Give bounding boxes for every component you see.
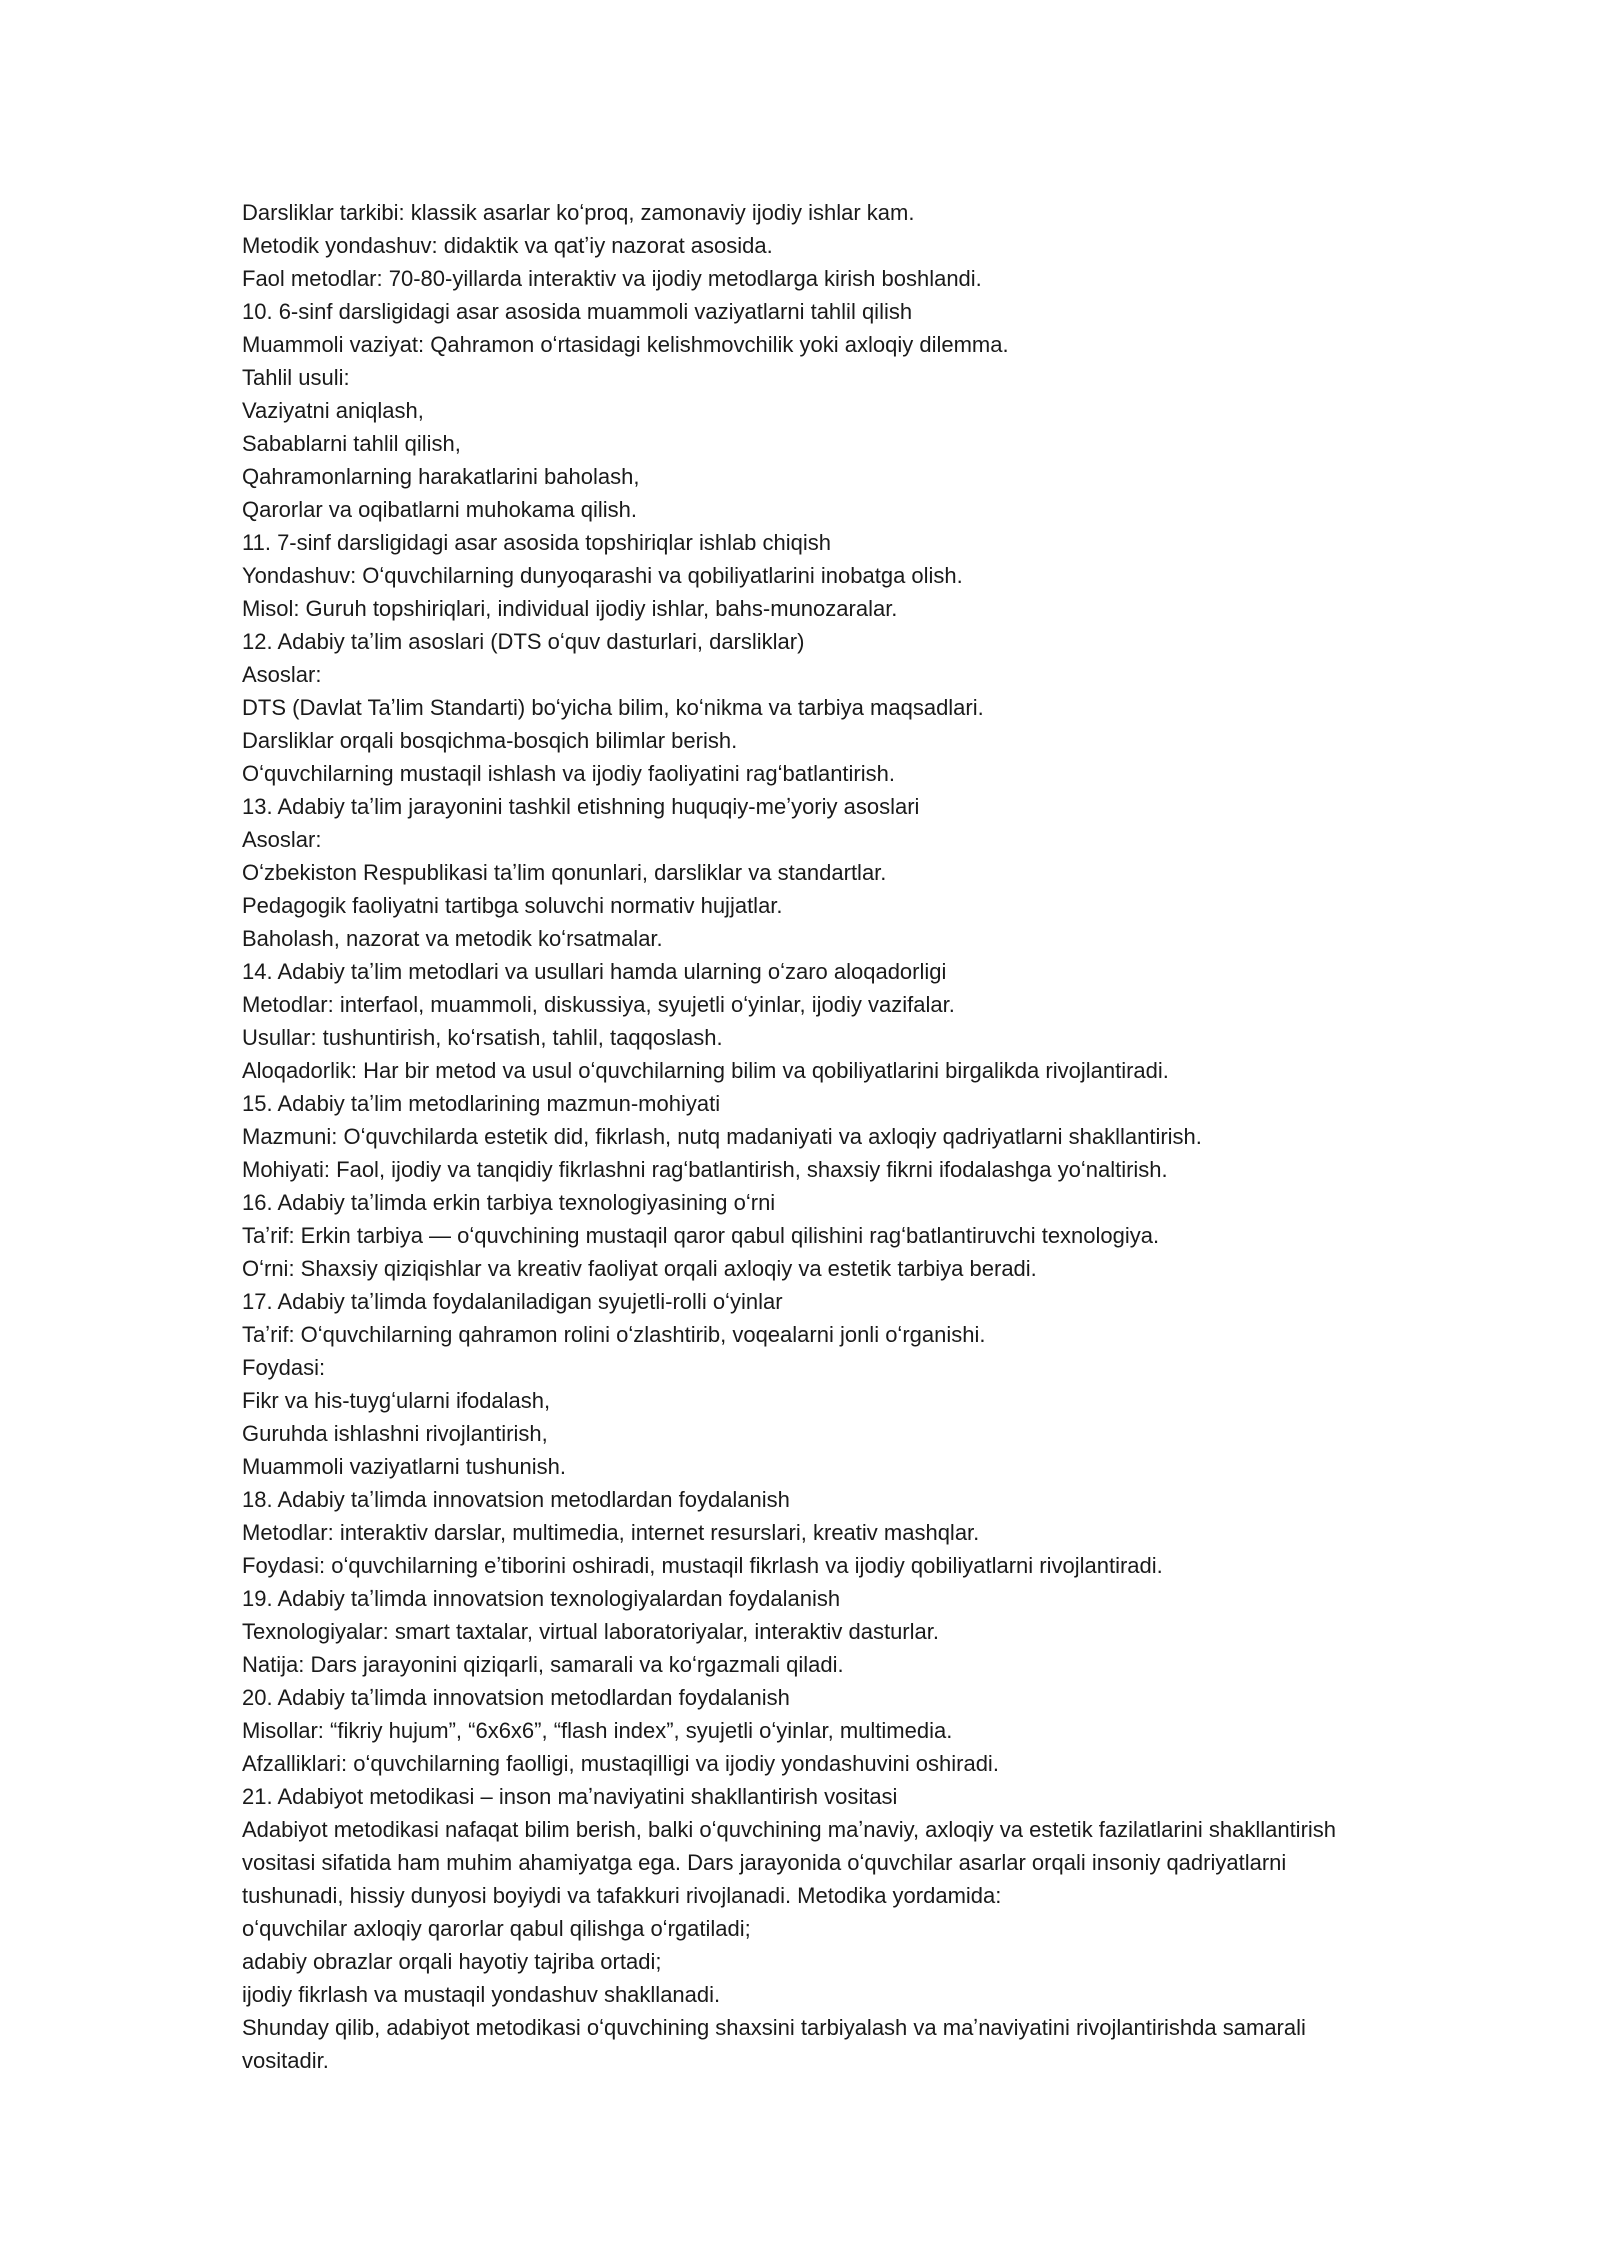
text-line: Taʼrif: Erkin tarbiya — oʻquvchining mustaqil qaror qabul qilishini ragʻbatlantiruvchi texnologiya. (242, 1223, 1160, 1248)
text-line: Muammoli vaziyat: Qahramon oʻrtasidagi kelishmovchilik yoki axloqiy dilemma. (242, 332, 1009, 357)
list-item: Qarorlar va oqibatlarni muhokama qilish. (242, 497, 637, 522)
text-line: Mohiyati: Faol, ijodiy va tanqidiy fikrlashni ragʻbatlantirish, shaxsiy fikrni ifodalashga yoʻnaltirish. (242, 1157, 1168, 1182)
list-item: Baholash, nazorat va metodik koʻrsatmalar. (242, 926, 663, 951)
text-line: Foydasi: (242, 1355, 326, 1380)
text-line: Asoslar: (242, 662, 322, 687)
section-heading: 11. 7-sinf darsligidagi asar asosida topshiriqlar ishlab chiqish (242, 530, 832, 555)
list-item: ijodiy fikrlash va mustaqil yondashuv shakllanadi. (242, 1982, 721, 2007)
section-heading: 19. Adabiy taʼlimda innovatsion texnologiyalardan foydalanish (242, 1586, 841, 1611)
text-line: Misollar: “fikriy hujum”, “6x6x6”, “flash index”, syujetli oʻyinlar, multimedia. (242, 1718, 953, 1743)
section-heading: 21. Adabiyot metodikasi – inson maʼnaviyatini shakllantirish vositasi (242, 1784, 898, 1809)
list-item: Vaziyatni aniqlash, (242, 398, 424, 423)
section-heading: 18. Adabiy taʼlimda innovatsion metodlardan foydalanish (242, 1487, 790, 1512)
list-item: Darsliklar orqali bosqichma-bosqich bilimlar berish. (242, 728, 738, 753)
section-heading: 15. Adabiy taʼlim metodlarining mazmun-mohiyati (242, 1091, 721, 1116)
section-heading: 16. Adabiy taʼlimda erkin tarbiya texnologiyasining oʻrni (242, 1190, 776, 1215)
list-item: Fikr va his-tuygʻularni ifodalash, (242, 1388, 551, 1413)
list-item: Qahramonlarning harakatlarini baholash, (242, 464, 640, 489)
text-line: Aloqadorlik: Har bir metod va usul oʻquvchilarning bilim va qobiliyatlarini birgalikda rivojlantiradi. (242, 1058, 1169, 1083)
text-line: Metodik yondashuv: didaktik va qatʼiy nazorat asosida. (242, 233, 773, 258)
section-heading: 12. Adabiy taʼlim asoslari (DTS oʻquv dasturlari, darsliklar) (242, 629, 805, 654)
list-item: adabiy obrazlar orqali hayotiy tajriba ortadi; (242, 1949, 662, 1974)
text-line: Natija: Dars jarayonini qiziqarli, samarali va koʻrgazmali qiladi. (242, 1652, 844, 1677)
text-line: Metodlar: interfaol, muammoli, diskussiya, syujetli oʻyinlar, ijodiy vazifalar. (242, 992, 955, 1017)
section-heading: 17. Adabiy taʼlimda foydalaniladigan syujetli-rolli oʻyinlar (242, 1289, 783, 1314)
section-heading: 10. 6-sinf darsligidagi asar asosida muammoli vaziyatlarni tahlil qilish (242, 299, 913, 324)
text-line: Texnologiyalar: smart taxtalar, virtual laboratoriyalar, interaktiv dasturlar. (242, 1619, 939, 1644)
list-item: Oʻquvchilarning mustaqil ishlash va ijodiy faoliyatini ragʻbatlantirish. (242, 761, 895, 786)
text-line: Afzalliklari: oʻquvchilarning faolligi, mustaqilligi va ijodiy yondashuvini oshiradi. (242, 1751, 999, 1776)
section-heading: 20. Adabiy taʼlimda innovatsion metodlardan foydalanish (242, 1685, 790, 1710)
section-heading: 14. Adabiy taʼlim metodlari va usullari hamda ularning oʻzaro aloqadorligi (242, 959, 947, 984)
section-heading: 13. Adabiy taʼlim jarayonini tashkil etishning huquqiy-meʼyoriy asoslari (242, 794, 920, 819)
text-line: Usullar: tushuntirish, koʻrsatish, tahlil, taqqoslash. (242, 1025, 723, 1050)
text-line: Misol: Guruh topshiriqlari, individual ijodiy ishlar, bahs-munozaralar. (242, 596, 898, 621)
body-paragraph: Adabiyot metodikasi nafaqat bilim berish, balki oʻquvchining maʼnaviy, axloqiy va estetik fazilatlarini shakllantirish vositasi sifatida ham muhim ahamiyatga ega. Dars jarayonida oʻquvchilar asarlar orqali insoniy qadriyatlarni tushunadi, hissiy dunyosi boyiydi va tafakkuri rivojlanadi. Metodika yordamida: (242, 1817, 1337, 1908)
text-line: Tahlil usuli: (242, 365, 350, 390)
list-item: Guruhda ishlashni rivojlantirish, (242, 1421, 548, 1446)
list-item: Oʻzbekiston Respublikasi taʼlim qonunlari, darsliklar va standartlar. (242, 860, 887, 885)
text-line: Taʼrif: Oʻquvchilarning qahramon rolini oʻzlashtirib, voqealarni jonli oʻrganishi. (242, 1322, 986, 1347)
text-line: Yondashuv: Oʻquvchilarning dunyoqarashi va qobiliyatlarini inobatga olish. (242, 563, 963, 588)
document-body (242, 196, 1362, 2077)
text-line: Faol metodlar: 70-80-yillarda interaktiv va ijodiy metodlarga kirish boshlandi. (242, 266, 982, 291)
text-line: Foydasi: oʻquvchilarning eʼtiborini oshiradi, mustaqil fikrlash va ijodiy qobiliyatlarni rivojlantiradi. (242, 1553, 1163, 1578)
list-item: Muammoli vaziyatlarni tushunish. (242, 1454, 567, 1479)
text-line: Oʻrni: Shaxsiy qiziqishlar va kreativ faoliyat orqali axloqiy va estetik tarbiya beradi. (242, 1256, 1037, 1281)
text-line: Metodlar: interaktiv darslar, multimedia, internet resurslari, kreativ mashqlar. (242, 1520, 980, 1545)
list-item: DTS (Davlat Taʼlim Standarti) boʻyicha bilim, koʻnikma va tarbiya maqsadlari. (242, 695, 984, 720)
list-item: Pedagogik faoliyatni tartibga soluvchi normativ hujjatlar. (242, 893, 783, 918)
conclusion-paragraph: Shunday qilib, adabiyot metodikasi oʻquvchining shaxsini tarbiyalash va maʼnaviyatini rivojlantirishda samarali vositadir. (242, 2015, 1306, 2073)
text-line: Asoslar: (242, 827, 322, 852)
text-line: Mazmuni: Oʻquvchilarda estetik did, fikrlash, nutq madaniyati va axloqiy qadriyatlarni shakllantirish. (242, 1124, 1202, 1149)
text-line: Darsliklar tarkibi: klassik asarlar koʻproq, zamonaviy ijodiy ishlar kam. (242, 200, 915, 225)
list-item: oʻquvchilar axloqiy qarorlar qabul qilishga oʻrgatiladi; (242, 1916, 751, 1941)
list-item: Sabablarni tahlil qilish, (242, 431, 461, 456)
